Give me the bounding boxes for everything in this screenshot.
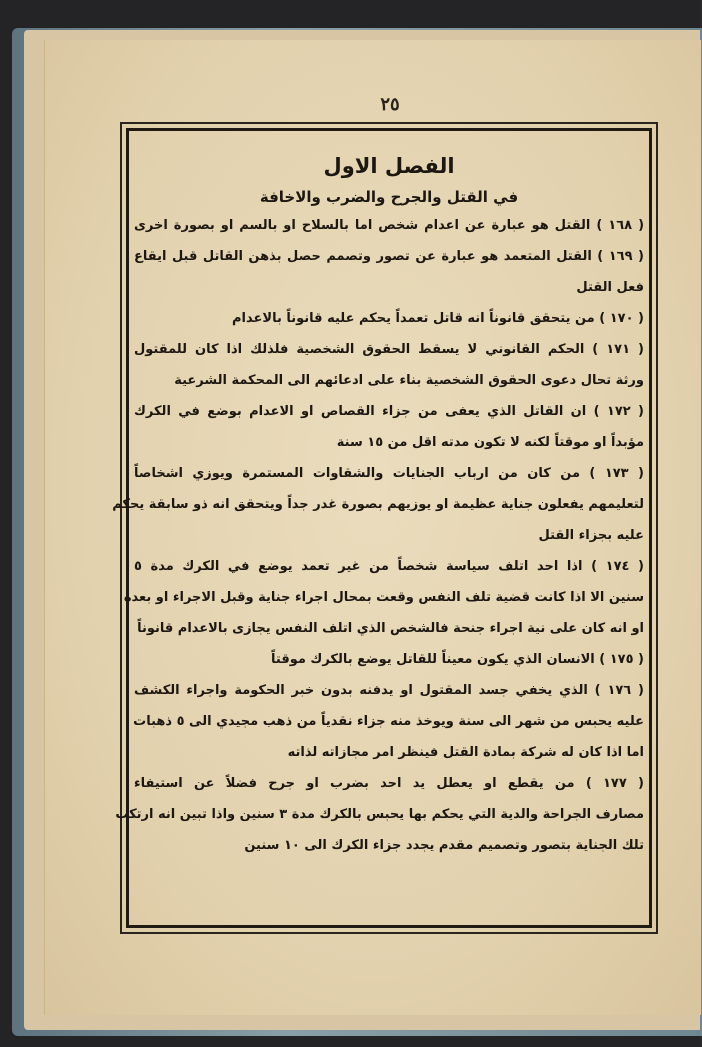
- text-line: ( ١٦٨ ) القتل هو عبارة عن اعدام شخص اما بالسلاح او بالسم او بصورة اخرى: [134, 218, 645, 233]
- text-line: مؤبداً او موقتاً لكنه لا تكون مدته اقل من ١٥ سنة: [336, 435, 644, 450]
- page-number: ٢٥: [380, 94, 400, 115]
- text-line: ( ١٧٧ ) من يقطع او يعطل يد احد بضرب او جرح فضلاً عن استيفاء: [134, 776, 644, 791]
- text-line: ( ١٧٣ ) من كان من ارباب الجنايات والشقاوات المستمرة ويوزي اشخاصاً: [134, 466, 645, 481]
- chapter-title: الفصل الاول: [323, 154, 455, 178]
- text-line: تلك الجناية بتصور وتصميم مقدم يجدد جزاء الكرك الى ١٠ سنين: [244, 838, 644, 853]
- text-line: فعل القتل: [576, 280, 644, 295]
- text-line: ( ١٧٠ ) من يتحقق قانوناً انه قاتل تعمداً يحكم عليه قانوناً بالاعدام: [232, 311, 644, 326]
- text-line: عليه يحبس من شهر الى سنة ويوخذ منه جزاء نقدياً من ذهب مجيدي الى ٥ ذهبات: [133, 714, 644, 729]
- text-line: ( ١٧٤ ) اذا احد اتلف سياسة شخصاً من غير تعمد يوضع في الكرك مدة ٥: [134, 559, 645, 574]
- body-lines: [112, 210, 645, 861]
- text-line: اما اذا كان له شركة بمادة القتل فينظر امر مجازاته لذاته: [287, 745, 644, 760]
- text-line: ( ١٧٢ ) ان القاتل الذي يعفى من جزاء القصاص او الاعدام بوضع في الكرك: [134, 404, 644, 419]
- text-line: عليه بجزاء القتل: [538, 528, 644, 543]
- text-line: سنين الا اذا كانت قضية تلف النفس وقعت بمحال اجراء جناية وقبل الاجراء او بعده: [123, 590, 644, 605]
- text-block: [112, 148, 645, 861]
- text-line: ( ١٧١ ) الحكم القانوني لا يسقط الحقوق الشخصية فلذلك اذا كان للمقتول: [134, 342, 644, 357]
- text-line: او انه كان على نية اجراء جنحة فالشخص الذي اتلف النفس يجازى بالاعدام قانوناً: [137, 621, 644, 636]
- text-line: ورثة تحال دعوى الحقوق الشخصية بناء على ادعائهم الى المحكمة الشرعية: [174, 373, 644, 388]
- text-line: مصارف الجراحة والدية التي يحكم بها يحبس بالكرك مدة ٣ سنين واذا تبين انه ارتكب: [115, 807, 644, 822]
- text-line: ( ١٧٥ ) الانسان الذي يكون معيناً للقاتل يوضع بالكرك موقتاً: [271, 652, 644, 667]
- text-line: ( ١٦٩ ) القتل المتعمد هو عبارة عن تصور وتصمم حصل بذهن القاتل قبل ايقاع: [134, 249, 645, 264]
- chapter-subtitle: في القتل والجرح والضرب والاخافة: [259, 188, 519, 206]
- text-line: ( ١٧٦ ) الذي يخفي جسد المقتول او يدفنه بدون خبر الحكومة واجراء الكشف: [134, 683, 644, 698]
- text-line: لتعليمهم يفعلون جناية عظيمة او يوزيهم بصورة غدر جداً ويتحقق انه ذو سابقة يحكم: [112, 497, 644, 512]
